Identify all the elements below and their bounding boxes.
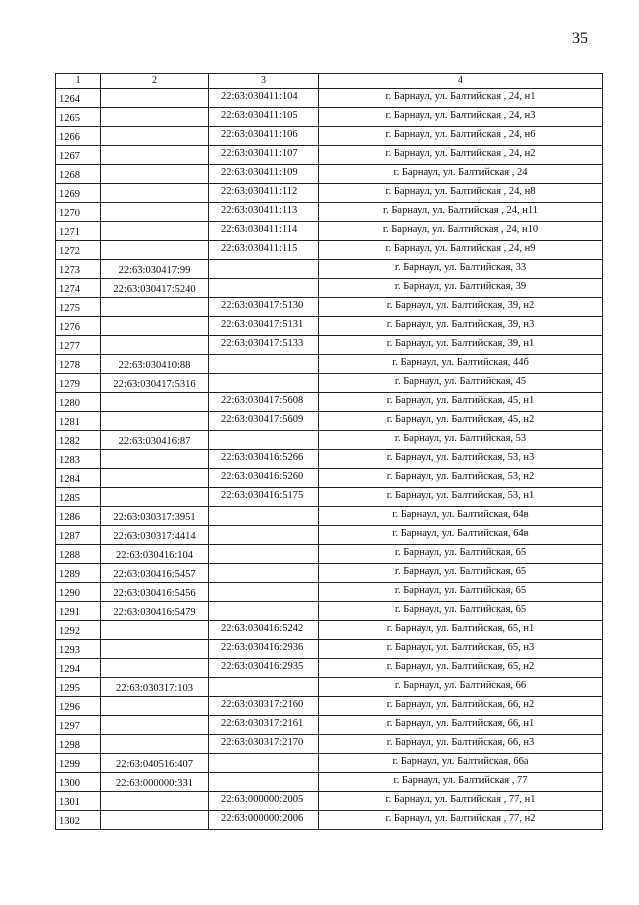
header-cell-2: 2 xyxy=(101,74,209,89)
row-number-cell: 1289 xyxy=(56,564,101,583)
cadastral-table xyxy=(55,73,603,830)
row-number-cell: 1290 xyxy=(56,583,101,602)
row-number-cell: 1284 xyxy=(56,469,101,488)
address-cell: г. Барнаул, ул. Балтийская , 77, н1 xyxy=(319,792,603,811)
header-cell-1: 1 xyxy=(56,74,101,89)
table-row xyxy=(56,241,603,260)
table-row xyxy=(56,374,603,393)
premises-number-cell: 22:63:030411:107 xyxy=(209,146,319,165)
table-row xyxy=(56,108,603,127)
table-row xyxy=(56,165,603,184)
row-number-cell: 1302 xyxy=(56,811,101,830)
cadastral-number-cell: 22:63:030416:104 xyxy=(101,545,209,564)
address-cell: г. Барнаул, ул. Балтийская, 65, н1 xyxy=(319,621,603,640)
premises-number-cell: 22:63:030411:115 xyxy=(209,241,319,260)
address-cell: г. Барнаул, ул. Балтийская, 39, н3 xyxy=(319,317,603,336)
row-number-cell: 1286 xyxy=(56,507,101,526)
table-row xyxy=(56,678,603,697)
cadastral-number-cell xyxy=(101,184,209,203)
address-cell: г. Барнаул, ул. Балтийская, 66а xyxy=(319,754,603,773)
premises-number-cell: 22:63:030417:5133 xyxy=(209,336,319,355)
cadastral-number-cell xyxy=(101,412,209,431)
cadastral-number-cell: 22:63:030416:87 xyxy=(101,431,209,450)
row-number-cell: 1278 xyxy=(56,355,101,374)
premises-number-cell: 22:63:030411:113 xyxy=(209,203,319,222)
address-cell: г. Барнаул, ул. Балтийская, 39, н2 xyxy=(319,298,603,317)
cadastral-number-cell xyxy=(101,108,209,127)
address-cell: г. Барнаул, ул. Балтийская, 65, н3 xyxy=(319,640,603,659)
table-row xyxy=(56,279,603,298)
row-number-cell: 1301 xyxy=(56,792,101,811)
address-cell: г. Барнаул, ул. Балтийская , 24, н11 xyxy=(319,203,603,222)
row-number-cell: 1276 xyxy=(56,317,101,336)
cadastral-number-cell xyxy=(101,716,209,735)
cadastral-number-cell xyxy=(101,811,209,830)
premises-number-cell: 22:63:030411:114 xyxy=(209,222,319,241)
cadastral-number-cell xyxy=(101,336,209,355)
row-number-cell: 1292 xyxy=(56,621,101,640)
table-row xyxy=(56,754,603,773)
premises-number-cell xyxy=(209,678,319,697)
page-number: 35 xyxy=(572,30,588,47)
cadastral-number-cell xyxy=(101,640,209,659)
table-row xyxy=(56,203,603,222)
row-number-cell: 1285 xyxy=(56,488,101,507)
row-number-cell: 1287 xyxy=(56,526,101,545)
address-cell: г. Барнаул, ул. Балтийская, 65, н2 xyxy=(319,659,603,678)
premises-number-cell xyxy=(209,374,319,393)
table-row xyxy=(56,317,603,336)
address-cell: г. Барнаул, ул. Балтийская, 39 xyxy=(319,279,603,298)
row-number-cell: 1297 xyxy=(56,716,101,735)
row-number-cell: 1291 xyxy=(56,602,101,621)
address-cell: г. Барнаул, ул. Балтийская, 65 xyxy=(319,564,603,583)
premises-number-cell: 22:63:030416:2935 xyxy=(209,659,319,678)
address-cell: г. Барнаул, ул. Балтийская, 45, н1 xyxy=(319,393,603,412)
address-cell: г. Барнаул, ул. Балтийская , 77, н2 xyxy=(319,811,603,830)
row-number-cell: 1283 xyxy=(56,450,101,469)
cadastral-number-cell xyxy=(101,697,209,716)
premises-number-cell: 22:63:030417:5609 xyxy=(209,412,319,431)
cadastral-number-cell: 22:63:030410:88 xyxy=(101,355,209,374)
row-number-cell: 1298 xyxy=(56,735,101,754)
premises-number-cell: 22:63:030411:112 xyxy=(209,184,319,203)
address-cell: г. Барнаул, ул. Балтийская , 24, н10 xyxy=(319,222,603,241)
address-cell: г. Барнаул, ул. Балтийская , 24, н2 xyxy=(319,146,603,165)
header-cell-3: 3 xyxy=(209,74,319,89)
row-number-cell: 1267 xyxy=(56,146,101,165)
table-row xyxy=(56,773,603,792)
cadastral-number-cell xyxy=(101,488,209,507)
address-cell: г. Барнаул, ул. Балтийская, 45 xyxy=(319,374,603,393)
row-number-cell: 1293 xyxy=(56,640,101,659)
table-row xyxy=(56,336,603,355)
cadastral-number-cell xyxy=(101,127,209,146)
table-row xyxy=(56,89,603,108)
cadastral-number-cell xyxy=(101,146,209,165)
table-row xyxy=(56,127,603,146)
cadastral-number-cell xyxy=(101,659,209,678)
premises-number-cell xyxy=(209,773,319,792)
cadastral-number-cell xyxy=(101,450,209,469)
premises-number-cell: 22:63:030416:5266 xyxy=(209,450,319,469)
header-cell-4: 4 xyxy=(319,74,603,89)
premises-number-cell xyxy=(209,355,319,374)
table-row xyxy=(56,640,603,659)
table-row xyxy=(56,507,603,526)
table-row xyxy=(56,431,603,450)
premises-number-cell: 22:63:030416:5175 xyxy=(209,488,319,507)
table-row xyxy=(56,298,603,317)
table-row xyxy=(56,526,603,545)
row-number-cell: 1266 xyxy=(56,127,101,146)
cadastral-number-cell: 22:63:030417:5316 xyxy=(101,374,209,393)
cadastral-number-cell: 22:63:030416:5457 xyxy=(101,564,209,583)
cadastral-number-cell xyxy=(101,241,209,260)
premises-number-cell: 22:63:030411:106 xyxy=(209,127,319,146)
row-number-cell: 1282 xyxy=(56,431,101,450)
table-row xyxy=(56,355,603,374)
row-number-cell: 1300 xyxy=(56,773,101,792)
table-row xyxy=(56,602,603,621)
row-number-cell: 1295 xyxy=(56,678,101,697)
cadastral-number-cell: 22:63:030416:5456 xyxy=(101,583,209,602)
address-cell: г. Барнаул, ул. Балтийская, 33 xyxy=(319,260,603,279)
row-number-cell: 1268 xyxy=(56,165,101,184)
table-row xyxy=(56,222,603,241)
premises-number-cell: 22:63:030411:109 xyxy=(209,165,319,184)
cadastral-number-cell: 22:63:030416:5479 xyxy=(101,602,209,621)
table-header-row xyxy=(56,74,603,89)
premises-number-cell: 22:63:030416:5260 xyxy=(209,469,319,488)
address-cell: г. Барнаул, ул. Балтийская, 65 xyxy=(319,545,603,564)
row-number-cell: 1294 xyxy=(56,659,101,678)
table-row xyxy=(56,146,603,165)
address-cell: г. Барнаул, ул. Балтийская, 53, н2 xyxy=(319,469,603,488)
table-row xyxy=(56,735,603,754)
premises-number-cell: 22:63:030416:2936 xyxy=(209,640,319,659)
address-cell: г. Барнаул, ул. Балтийская , 24 xyxy=(319,165,603,184)
cadastral-number-cell: 22:63:040516:407 xyxy=(101,754,209,773)
address-cell: г. Барнаул, ул. Балтийская , 24, н8 xyxy=(319,184,603,203)
address-cell: г. Барнаул, ул. Балтийская , 24, н6 xyxy=(319,127,603,146)
table-row xyxy=(56,488,603,507)
premises-number-cell: 22:63:030417:5608 xyxy=(209,393,319,412)
address-cell: г. Барнаул, ул. Балтийская , 24, н9 xyxy=(319,241,603,260)
cadastral-number-cell xyxy=(101,317,209,336)
row-number-cell: 1280 xyxy=(56,393,101,412)
table-row xyxy=(56,393,603,412)
cadastral-number-cell xyxy=(101,203,209,222)
table-row xyxy=(56,545,603,564)
premises-number-cell xyxy=(209,602,319,621)
address-cell: г. Барнаул, ул. Балтийская, 53 xyxy=(319,431,603,450)
row-number-cell: 1274 xyxy=(56,279,101,298)
address-cell: г. Барнаул, ул. Балтийская, 39, н1 xyxy=(319,336,603,355)
premises-number-cell xyxy=(209,754,319,773)
premises-number-cell: 22:63:030317:2160 xyxy=(209,697,319,716)
row-number-cell: 1273 xyxy=(56,260,101,279)
address-cell: г. Барнаул, ул. Балтийская, 44б xyxy=(319,355,603,374)
row-number-cell: 1270 xyxy=(56,203,101,222)
cadastral-number-cell xyxy=(101,792,209,811)
cadastral-number-cell xyxy=(101,298,209,317)
table-row xyxy=(56,583,603,602)
premises-number-cell xyxy=(209,526,319,545)
table-row xyxy=(56,811,603,830)
cadastral-number-cell: 22:63:030417:99 xyxy=(101,260,209,279)
table-row xyxy=(56,792,603,811)
cadastral-number-cell xyxy=(101,222,209,241)
premises-number-cell: 22:63:030417:5131 xyxy=(209,317,319,336)
premises-number-cell: 22:63:000000:2005 xyxy=(209,792,319,811)
premises-number-cell xyxy=(209,545,319,564)
cadastral-number-cell xyxy=(101,393,209,412)
table-row xyxy=(56,469,603,488)
row-number-cell: 1275 xyxy=(56,298,101,317)
row-number-cell: 1299 xyxy=(56,754,101,773)
address-cell: г. Барнаул, ул. Балтийская, 66, н3 xyxy=(319,735,603,754)
row-number-cell: 1288 xyxy=(56,545,101,564)
table-row xyxy=(56,412,603,431)
premises-number-cell: 22:63:030417:5130 xyxy=(209,298,319,317)
row-number-cell: 1272 xyxy=(56,241,101,260)
cadastral-number-cell: 22:63:030317:103 xyxy=(101,678,209,697)
address-cell: г. Барнаул, ул. Балтийская, 45, н2 xyxy=(319,412,603,431)
premises-number-cell: 22:63:030317:2170 xyxy=(209,735,319,754)
address-cell: г. Барнаул, ул. Балтийская, 64в xyxy=(319,526,603,545)
premises-number-cell xyxy=(209,260,319,279)
cadastral-number-cell xyxy=(101,621,209,640)
row-number-cell: 1296 xyxy=(56,697,101,716)
address-cell: г. Барнаул, ул. Балтийская , 24, н3 xyxy=(319,108,603,127)
premises-number-cell: 22:63:030411:104 xyxy=(209,89,319,108)
row-number-cell: 1271 xyxy=(56,222,101,241)
premises-number-cell xyxy=(209,431,319,450)
address-cell: г. Барнаул, ул. Балтийская, 53, н3 xyxy=(319,450,603,469)
address-cell: г. Барнаул, ул. Балтийская , 24, н1 xyxy=(319,89,603,108)
cadastral-number-cell xyxy=(101,89,209,108)
premises-number-cell: 22:63:000000:2006 xyxy=(209,811,319,830)
cadastral-number-cell: 22:63:030317:3951 xyxy=(101,507,209,526)
cadastral-number-cell: 22:63:030317:4414 xyxy=(101,526,209,545)
address-cell: г. Барнаул, ул. Балтийская, 66, н2 xyxy=(319,697,603,716)
address-cell: г. Барнаул, ул. Балтийская , 77 xyxy=(319,773,603,792)
table-row xyxy=(56,184,603,203)
row-number-cell: 1279 xyxy=(56,374,101,393)
address-cell: г. Барнаул, ул. Балтийская, 66 xyxy=(319,678,603,697)
premises-number-cell: 22:63:030411:105 xyxy=(209,108,319,127)
table-row xyxy=(56,621,603,640)
table-row xyxy=(56,697,603,716)
table-row xyxy=(56,659,603,678)
cadastral-number-cell xyxy=(101,469,209,488)
address-cell: г. Барнаул, ул. Балтийская, 64в xyxy=(319,507,603,526)
address-cell: г. Барнаул, ул. Балтийская, 65 xyxy=(319,602,603,621)
row-number-cell: 1277 xyxy=(56,336,101,355)
table-row xyxy=(56,260,603,279)
premises-number-cell: 22:63:030416:5242 xyxy=(209,621,319,640)
premises-number-cell xyxy=(209,279,319,298)
cadastral-number-cell: 22:63:000000:331 xyxy=(101,773,209,792)
table-row xyxy=(56,450,603,469)
row-number-cell: 1265 xyxy=(56,108,101,127)
premises-number-cell: 22:63:030317:2161 xyxy=(209,716,319,735)
row-number-cell: 1281 xyxy=(56,412,101,431)
cadastral-number-cell xyxy=(101,735,209,754)
address-cell: г. Барнаул, ул. Балтийская, 66, н1 xyxy=(319,716,603,735)
premises-number-cell xyxy=(209,507,319,526)
address-cell: г. Барнаул, ул. Балтийская, 65 xyxy=(319,583,603,602)
premises-number-cell xyxy=(209,583,319,602)
cadastral-number-cell xyxy=(101,165,209,184)
row-number-cell: 1264 xyxy=(56,89,101,108)
premises-number-cell xyxy=(209,564,319,583)
table-row xyxy=(56,716,603,735)
cadastral-number-cell: 22:63:030417:5240 xyxy=(101,279,209,298)
table-row xyxy=(56,564,603,583)
address-cell: г. Барнаул, ул. Балтийская, 53, н1 xyxy=(319,488,603,507)
row-number-cell: 1269 xyxy=(56,184,101,203)
